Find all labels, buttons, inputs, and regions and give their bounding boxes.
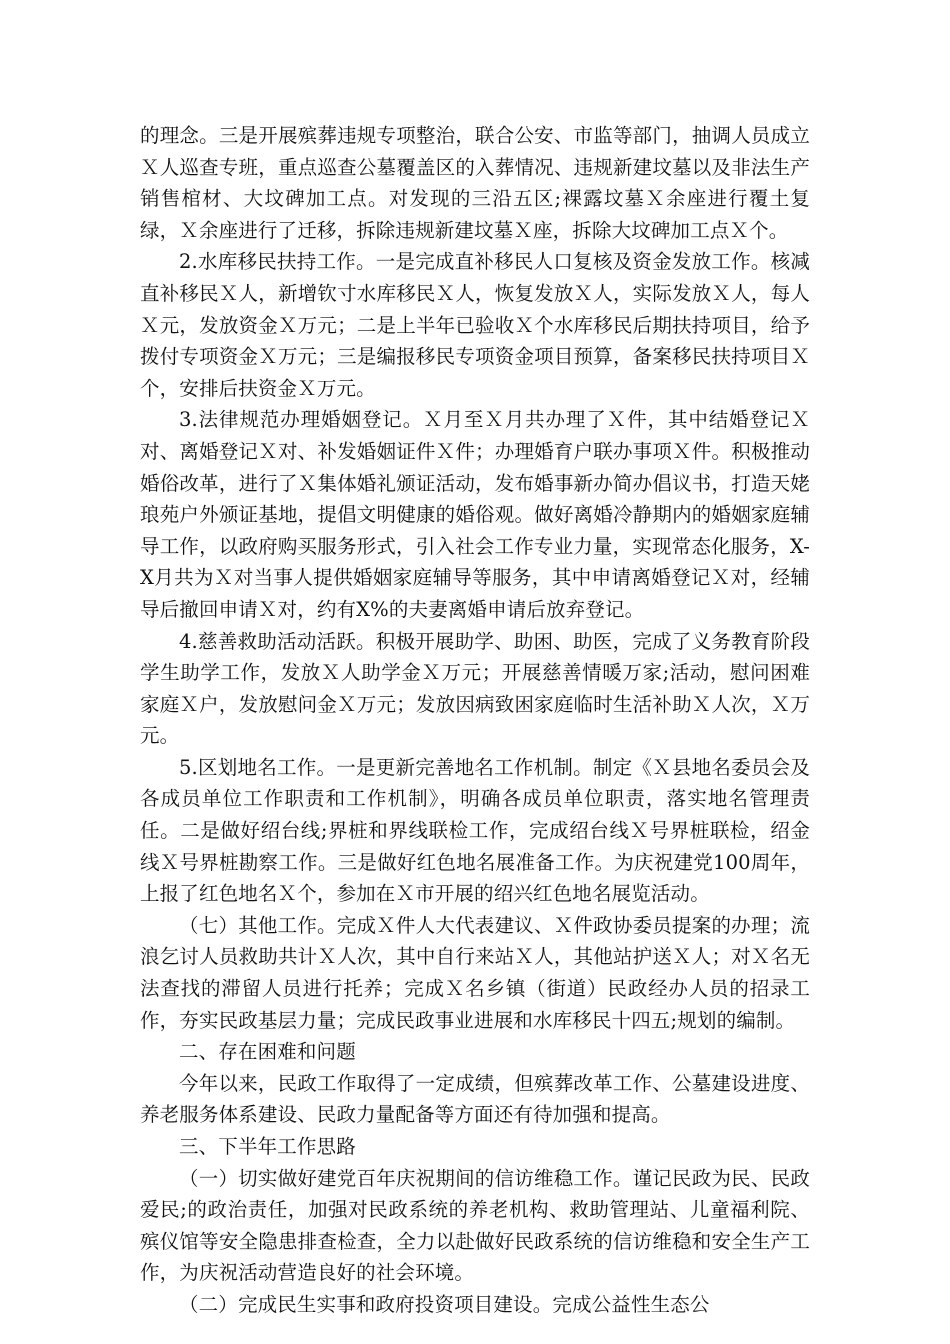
paragraph-livelihood-projects: （二）完成民生实事和政府投资项目建设。完成公益性生态公 [179, 1292, 710, 1316]
document-page [140, 120, 810, 1321]
paragraph-petition-stability: （一）切实做好建党百年庆祝期间的信访维稳工作。谨记民政为民、民政爱民;的政治责任，加强对民政系统的养老机构、救助管理站、儿童福利院、殡仪馆等安全隐患排查检查，全力以赴做好民政系统的信访维稳和安全生产工作，为庆祝活动营造良好的社会环境。 [140, 1166, 810, 1285]
section-heading-second-half-plan: 三、下半年工作思路 [179, 1135, 356, 1158]
paragraph-reservoir-migrants: 2.水库移民扶持工作。一是完成直补移民人口复核及资金发放工作。核减直补移民Ｘ人，新增钦寸水库移民Ｘ人，恢复发放Ｘ人，实际发放Ｘ人，每人Ｘ元，发放资金Ｘ万元；二是上半年已验收Ｘ个水库移民后期扶持项目，给予拨付专项资金Ｘ万元；三是编报移民专项资金项目预算，备案移民扶持项目Ｘ个，安排后扶资金Ｘ万元。 [140, 250, 810, 400]
paragraph-place-names: 5.区划地名工作。一是更新完善地名工作机制。制定《Ｘ县地名委员会及各成员单位工作职责和工作机制》，明确各成员单位职责，落实地名管理责任。二是做好绍台线;界桩和界线联检工作，完成绍台线Ｘ号界桩联检，绍金线Ｘ号界桩勘察工作。三是做好红色地名展准备工作。为庆祝建党100周年，上报了红色地名Ｘ个，参加在Ｘ市开展的绍兴红色地名展览活动。 [140, 755, 810, 906]
section-heading-difficulties: 二、存在困难和问题 [179, 1040, 356, 1064]
paragraph-charity-relief: 4.慈善救助活动活跃。积极开展助学、助困、助医，完成了义务教育阶段学生助学工作，发放Ｘ人助学金Ｘ万元；开展慈善情暖万家;活动，慰问困难家庭Ｘ户，发放慰问金Ｘ万元；发放因病致困家庭临时生活补助Ｘ人次，Ｘ万元。 [140, 629, 810, 748]
paragraph-marriage-registration: 3.法律规范办理婚姻登记。Ｘ月至Ｘ月共办理了Ｘ件，其中结婚登记Ｘ对、离婚登记Ｘ对、补发婚姻证件Ｘ件；办理婚育户联办事项Ｘ件。积极推动婚俗改革，进行了Ｘ集体婚礼颁证活动，发布婚事新办简办倡议书，打造天姥琅苑户外颁证基地，提倡文明健康的婚俗观。做好离婚冷静期内的婚姻家庭辅导工作，以政府购买服务形式，引入社会工作专业力量，实现常态化服务，X-X月共为Ｘ对当事人提供婚姻家庭辅导等服务，其中申请离婚登记Ｘ对，经辅导后撤回申请Ｘ对，约有X%的夫妻离婚申请后放弃登记。 [140, 408, 810, 621]
paragraph-difficulties: 今年以来，民政工作取得了一定成绩，但殡葬改革工作、公墓建设进度、养老服务体系建设、民政力量配备等方面还有待加强和提高。 [140, 1071, 810, 1127]
paragraph-funeral-rectification: 的理念。三是开展殡葬违规专项整治，联合公安、市监等部门，抽调人员成立Ｘ人巡查专班，重点巡查公墓覆盖区的入葬情况、违规新建坟墓以及非法生产销售棺材、大坟碑加工点。对发现的三沿五区;裸露坟墓Ｘ余座进行覆土复绿，Ｘ余座进行了迁移，拆除违规新建坟墓Ｘ座，拆除大坟碑加工点Ｘ个。 [140, 124, 810, 242]
paragraph-other-work: （七）其他工作。完成Ｘ件人大代表建议、Ｘ件政协委员提案的办理；流浪乞讨人员救助共计Ｘ人次，其中自行来站Ｘ人，其他站护送Ｘ人；对Ｘ名无法查找的滞留人员进行托养；完成Ｘ名乡镇（街道）民政经办人员的招录工作，夯实民政基层力量；完成民政事业进展和水库移民十四五;规划的编制。 [140, 913, 810, 1032]
